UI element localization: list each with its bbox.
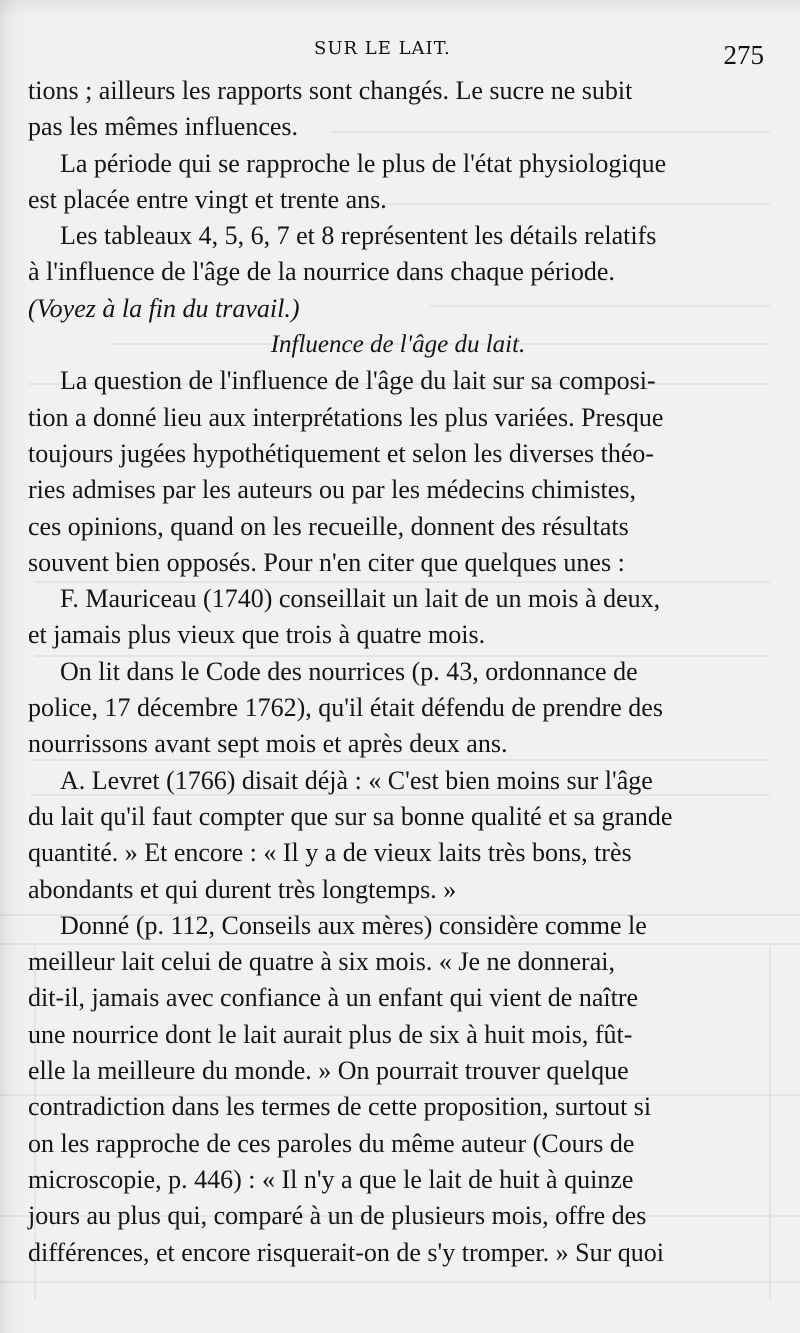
paragraph: [28, 654, 768, 763]
page-text: [28, 73, 768, 1271]
text-line: Donné (p. 112, Conseils aux mères) considère comme le: [60, 910, 647, 940]
text-line: est placée entre vingt et trente ans.: [28, 184, 387, 214]
text-line: du lait qu'il faut compter que sur sa bonne qualité et sa grande: [28, 801, 673, 831]
paragraph: [28, 763, 768, 908]
paragraph: [28, 218, 768, 327]
text-line: Les tableaux 4, 5, 6, 7 et 8 représentent les détails relatifs: [60, 221, 657, 251]
text-line: meilleur lait celui de quatre à six mois. « Je ne donnerai,: [28, 947, 615, 977]
text-line: F. Mauriceau (1740) conseillait un lait de un mois à deux,: [60, 584, 661, 614]
running-title: SUR LE LAIT.: [314, 38, 451, 59]
text-line: on les rapproche de ces paroles du même auteur (Cours de: [28, 1128, 635, 1158]
text-line: et jamais plus vieux que trois à quatre mois.: [28, 620, 486, 650]
text-line: souvent bien opposés. Pour n'en citer que quelques unes :: [28, 547, 625, 577]
paragraph: [28, 146, 768, 219]
page-number: 275: [723, 40, 764, 70]
text-line: ries admises par les auteurs ou par les médecins chimistes,: [28, 475, 636, 505]
text-line: tions ; ailleurs les rapports sont changés. Le sucre ne subit: [28, 76, 633, 105]
text-line: contradiction dans les termes de cette proposition, surtout si: [28, 1092, 652, 1122]
paragraph: [28, 363, 768, 581]
text-line: microscopie, p. 446) : « Il n'y a que le lait de huit à quinze: [28, 1164, 634, 1194]
paragraph: [28, 581, 768, 654]
text-line: différences, et encore risquerait-on de s'y tromper. » Sur quoi: [28, 1237, 664, 1267]
text-line: La période qui se rapproche le plus de l'état physiologique: [60, 148, 667, 178]
text-line: quantité. » Et encore : « Il y a de vieux laits très bons, très: [28, 838, 632, 868]
text-line: La question de l'influence de l'âge du lait sur sa composi-: [60, 366, 656, 396]
text-line: A. Levret (1766) disait déjà : « C'est bien moins sur l'âge: [60, 765, 653, 795]
text-line: une nourrice dont le lait aurait plus de six à huit mois, fût-: [28, 1019, 633, 1049]
text-line: abondants et qui durent très longtemps. »: [28, 874, 457, 904]
section-heading: Influence de l'âge du lait.: [270, 331, 526, 359]
running-head: [0, 34, 800, 70]
text-line: elle la meilleure du monde. » On pourrait trouver quelque: [28, 1056, 629, 1086]
text-line: pas les mêmes influences.: [28, 112, 299, 142]
text-line: jours au plus qui, comparé à un de plusieurs mois, offre des: [28, 1201, 647, 1231]
paragraph: [28, 73, 768, 146]
text-line: à l'influence de l'âge de la nourrice dans chaque période.: [28, 257, 615, 287]
text-line: (Voyez à la fin du travail.): [28, 293, 300, 323]
text-line: toujours jugées hypothétiquement et selon les diverses théo-: [28, 438, 655, 468]
text-line: ces opinions, quand on les recueille, donnent des résultats: [28, 511, 629, 541]
text-line: dit-il, jamais avec confiance à un enfant qui vient de naître: [28, 983, 639, 1013]
paragraph: [28, 908, 768, 1271]
text-line: police, 17 décembre 1762), qu'il était défendu de prendre des: [28, 693, 663, 723]
text-line: On lit dans le Code des nourrices (p. 43, ordonnance de: [60, 656, 638, 686]
text-line: nourrissons avant sept mois et après deux ans.: [28, 729, 508, 759]
text-line: tion a donné lieu aux interprétations les plus variées. Presque: [28, 402, 664, 432]
